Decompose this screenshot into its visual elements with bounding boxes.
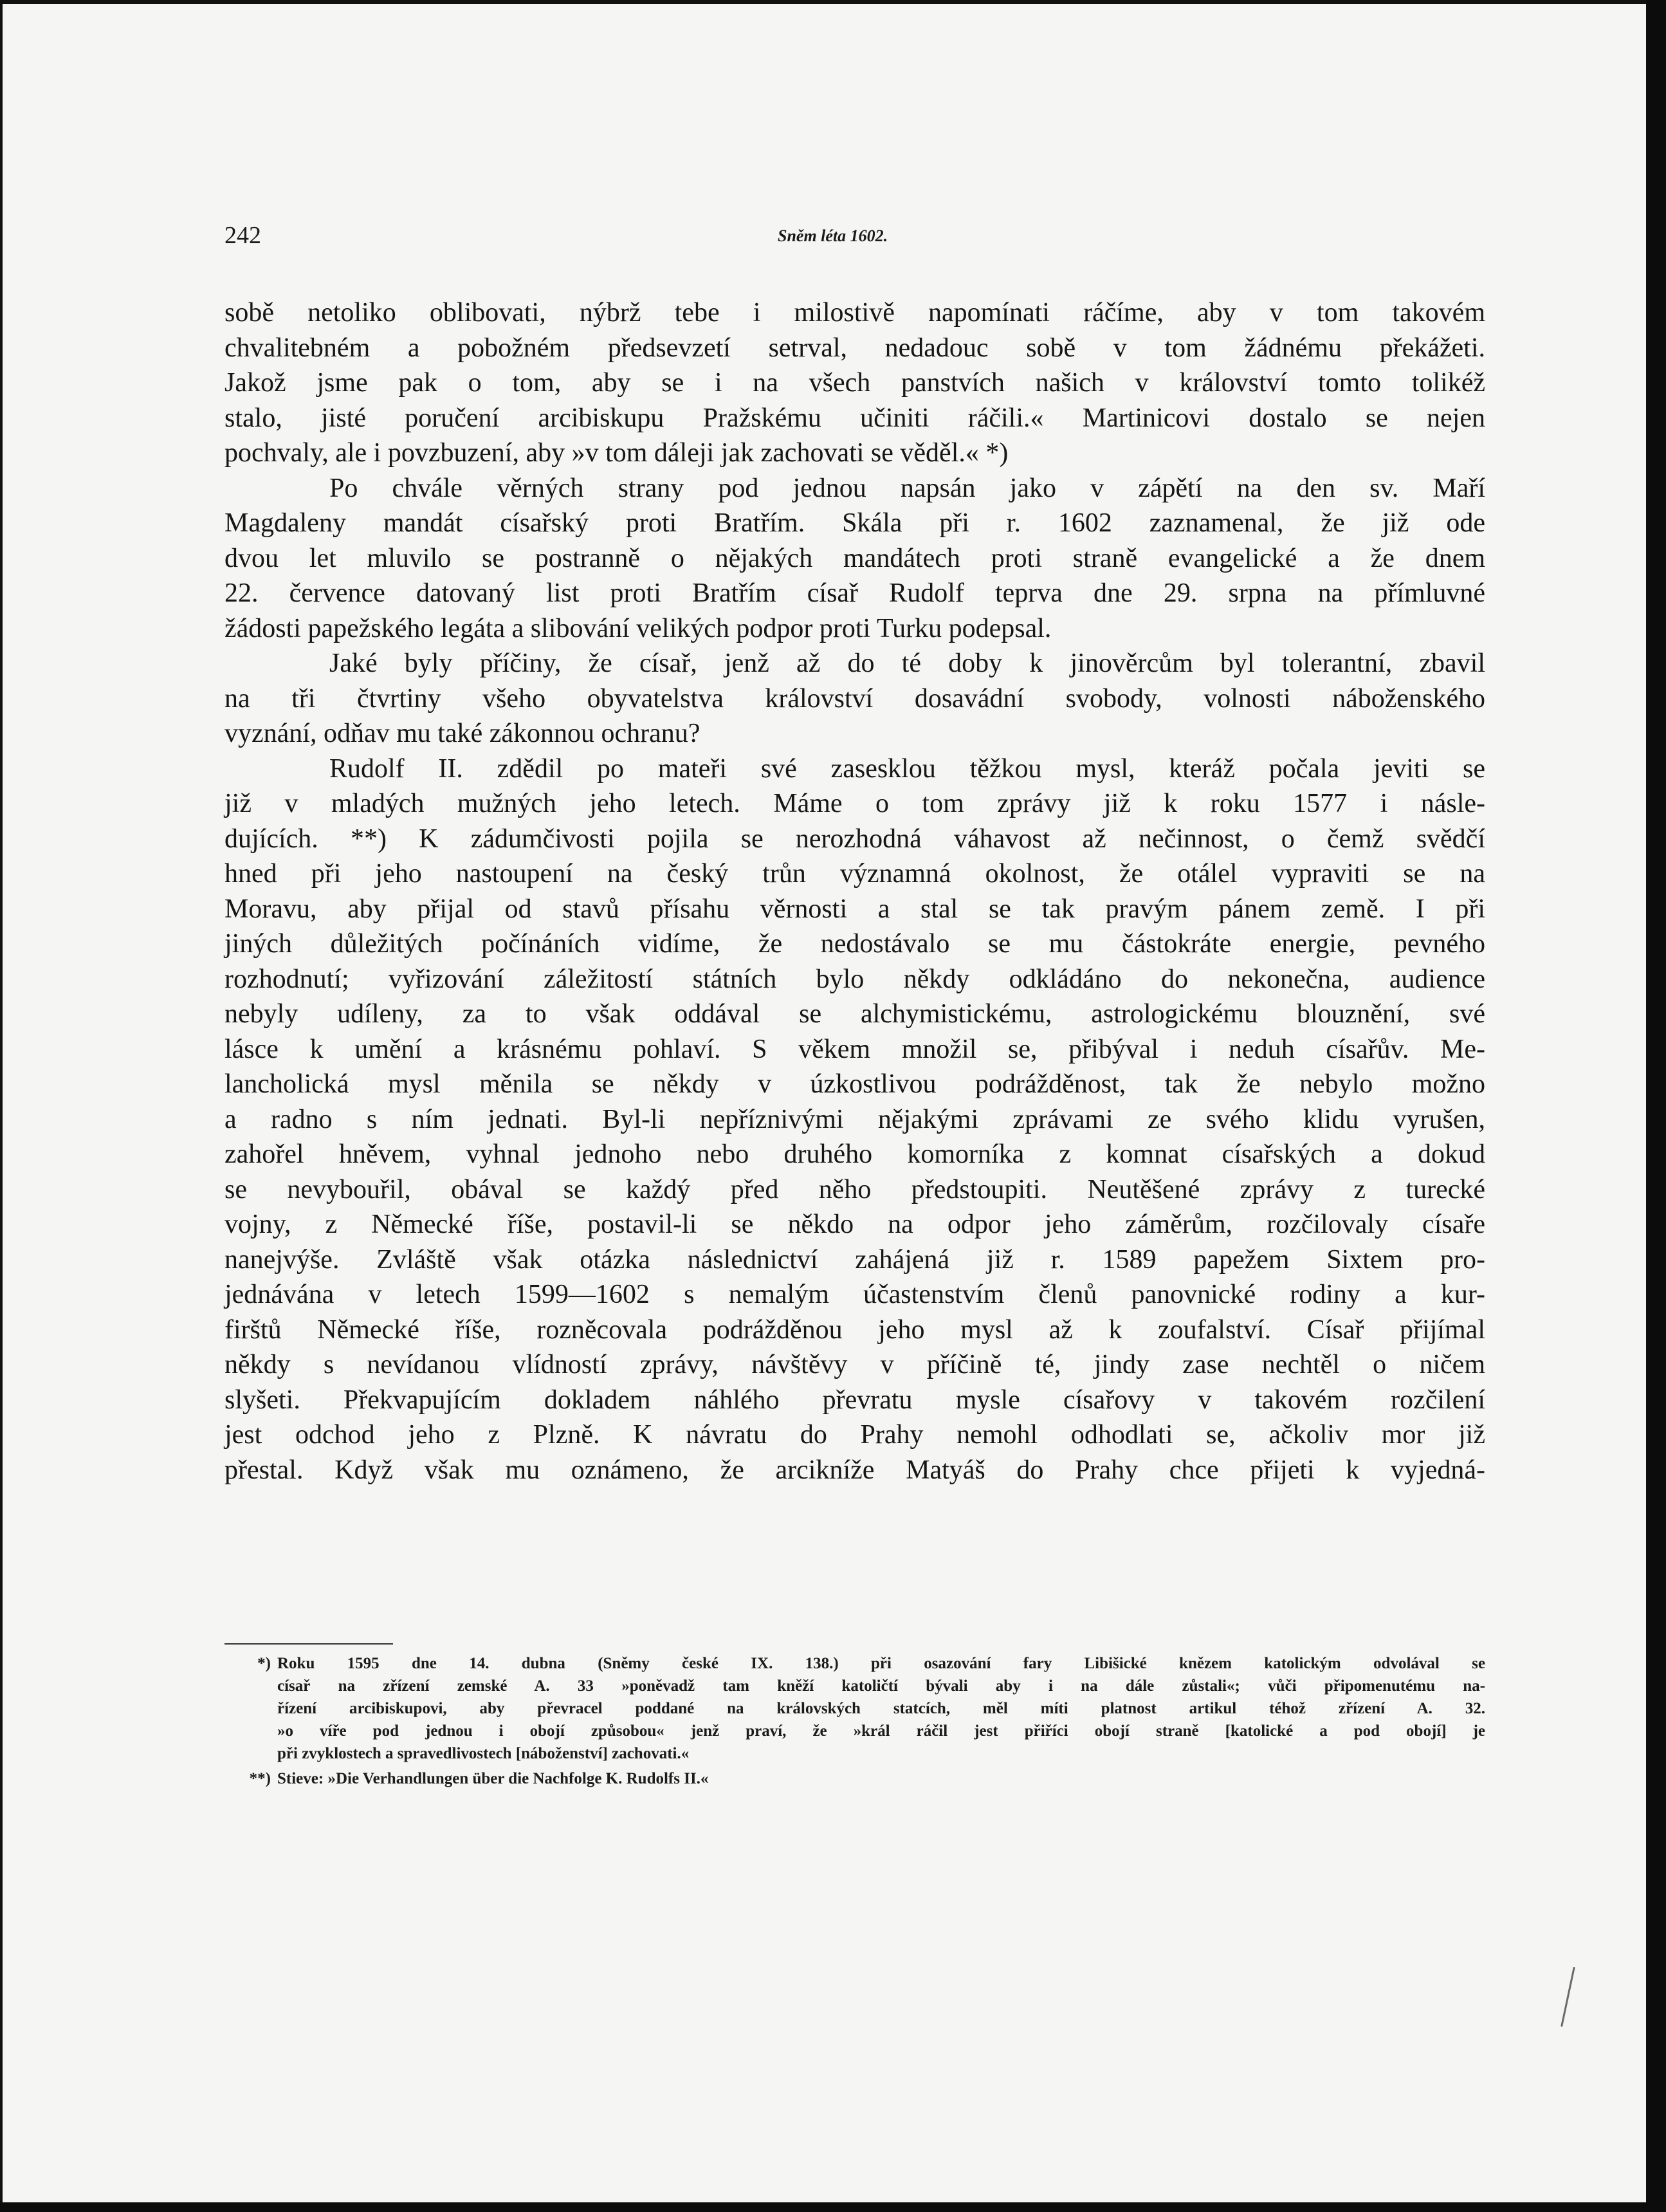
scan-border-right [1647,0,1666,2212]
text-line: lásce k umění a krásnému pohlaví. S věkem množil se, přibýval i neduh císařův. Me- [224,1034,1485,1064]
footnote-line: císař na zřízení zemské A. 33 »poněvadž tam kněží katoličtí bývali aby i na dále zůstali«; vůči připomenutému na- [277,1677,1485,1695]
text-line: sobě netoliko oblibovati, nýbrž tebe i milostivě napomínati ráčíme, aby v tom takovém [224,298,1485,327]
text-line: slyšeti. Překvapujícím dokladem náhlého převratu mysle císařovy v takovém rozčilení [224,1385,1485,1415]
footnote-line: Stieve: »Die Verhandlungen über die Nachfolge K. Rudolfs II.« [277,1770,709,1787]
text-line: již v mladých mužných jeho letech. Máme o tom zprávy již k roku 1577 i násle- [224,789,1485,818]
text-line: dvou let mluvilo se postranně o nějakých mandátech proti straně evangelické a že dnem [224,543,1485,573]
footnote-line: při zvyklostech a spravedlivostech [náboženství] zachovati.« [277,1745,690,1762]
text-line: jest odchod jeho z Plzně. K návratu do Prahy nemohl odhodlati se, ačkoliv mor již [224,1420,1485,1450]
text-line: firštů Německé říše, rozněcovala podrážděnou jeho mysl až k zoufalství. Císař přijímal [224,1314,1485,1345]
text-line: rozhodnutí; vyřizování záležitostí státních bylo někdy odkládáno do nekonečna, audience [224,964,1485,994]
footnote-divider [224,1643,393,1645]
footnote-mark: *) [257,1655,271,1672]
text-line: Magdaleny mandát císařský proti Bratřím. Skála při r. 1602 zaznamenal, že již ode [224,508,1485,538]
text-line: žádosti papežského legáta a slibování velikých podpor proti Turku podepsal. [224,613,1052,643]
text-line: 22. července datovaný list proti Bratřím císař Rudolf teprva dne 29. srpna na přímluvné [224,578,1485,608]
text-line: jiných důležitých počínáních vidíme, že nedostávalo se mu částokráte energie, pevného [224,929,1485,959]
text-line: hned při jeho nastoupení na český trůn významná okolnost, že otálel vypraviti se na [224,859,1485,889]
footnote-2 [224,1767,1485,1790]
text-line: stalo, jisté poručení arcibiskupu Pražskému učiniti ráčili.« Martinicovi dostalo se nejen [224,403,1485,433]
text-line: lancholická mysl měnila se někdy v úzkostlivou podrážděnost, tak že nebylo možno [224,1069,1485,1099]
body-text [224,295,1485,1488]
text-line: Rudolf II. zdědil po mateři své zasesklou těžkou mysl, kteráž počala jeviti se [329,753,1485,784]
text-line: přestal. Když však mu oznámeno, že arcikníže Matyáš do Prahy chce přijeti k vyjedná- [224,1455,1485,1485]
text-line: Moravu, aby přijal od stavů přísahu věrnosti a stal se tak pravým pánem země. I při [224,894,1485,924]
text-line: vyznání, odňav mu také zákonnou ochranu? [224,719,700,748]
footnote-mark: **) [249,1770,271,1787]
text-line: Po chvále věrných strany pod jednou napsán jako v zápětí na den sv. Maří [329,473,1485,503]
text-line: pochvaly, ale i povzbuzení, aby »v tom dáleji jak zachovati se věděl.« *) [224,438,1009,468]
footnote-line: Roku 1595 dne 14. dubna (Sněmy české IX. 138.) při osazování fary Libišické knězem katolickým odvolával se [277,1655,1485,1672]
text-line: Jaké byly příčiny, že císař, jenž až do té doby k jinověrcům byl tolerantní, zbavil [329,649,1485,678]
text-line: nanejvýše. Zvláště však otázka následnictví zahájená již r. 1589 papežem Sixtem pro- [224,1244,1485,1275]
text-line: zahořel hněvem, vyhnal jednoho nebo druhého komorníka z komnat císařských a dokud [224,1139,1485,1169]
text-line: nebyly udíleny, za to však oddával se alchymistickému, astrologickému blouznění, své [224,999,1485,1029]
text-line: se nevybouřil, obával se každý před něho předstoupiti. Neutěšené zprávy z turecké [224,1174,1485,1204]
text-line: vojny, z Německé říše, postavil-li se někdo na odpor jeho záměrům, rozčilovaly císaře [224,1210,1485,1239]
text-line: Jakož jsme pak o tom, aby se i na všech panstvích našich v království tomto tolikéž [224,368,1485,398]
footnote-1 [224,1652,1485,1765]
page-number: 242 [224,222,261,249]
running-head: Sněm léta 1602. [778,226,888,245]
scan-border-bottom [0,2202,1666,2212]
footnote-line: »o víře pod jednou i obojí způsobou« jenž praví, že »král ráčil jest přiříci obojí straně [katolické a pod obojí] je [277,1722,1485,1740]
text-line: někdy s nevídanou vlídností zprávy, návštěvy v příčině té, jindy zase nechtěl o ničem [224,1350,1485,1379]
page-header [224,221,932,260]
footnote-line: řízení arcibiskupovi, aby převracel poddané na královských statcích, měl míti platnost artikul téhož zřízení A. 32. [277,1700,1485,1717]
text-line: a radno s ním jednati. Byl-li nepříznivými nějakými zprávami ze svého klidu vyrušen, [224,1104,1485,1134]
text-line: na tři čtvrtiny všeho obyvatelstva království dosavádní svobody, volnosti náboženského [224,683,1485,714]
text-line: chvalitebném a pobožném předsevzetí setrval, nedadouc sobě v tom žádnému překážeti. [224,333,1485,363]
margin-pencil-mark [1561,1967,1575,2027]
scanned-page [3,4,1646,2206]
footnotes [224,1652,1485,1793]
text-line: jednávána v letech 1599—1602 s nemalým účastenstvím členů panovnické rodiny a kur- [224,1280,1485,1309]
text-line: dujících. **) K zádumčivosti pojila se nerozhodná váhavost až nečinnost, o čemž svědčí [224,824,1485,854]
